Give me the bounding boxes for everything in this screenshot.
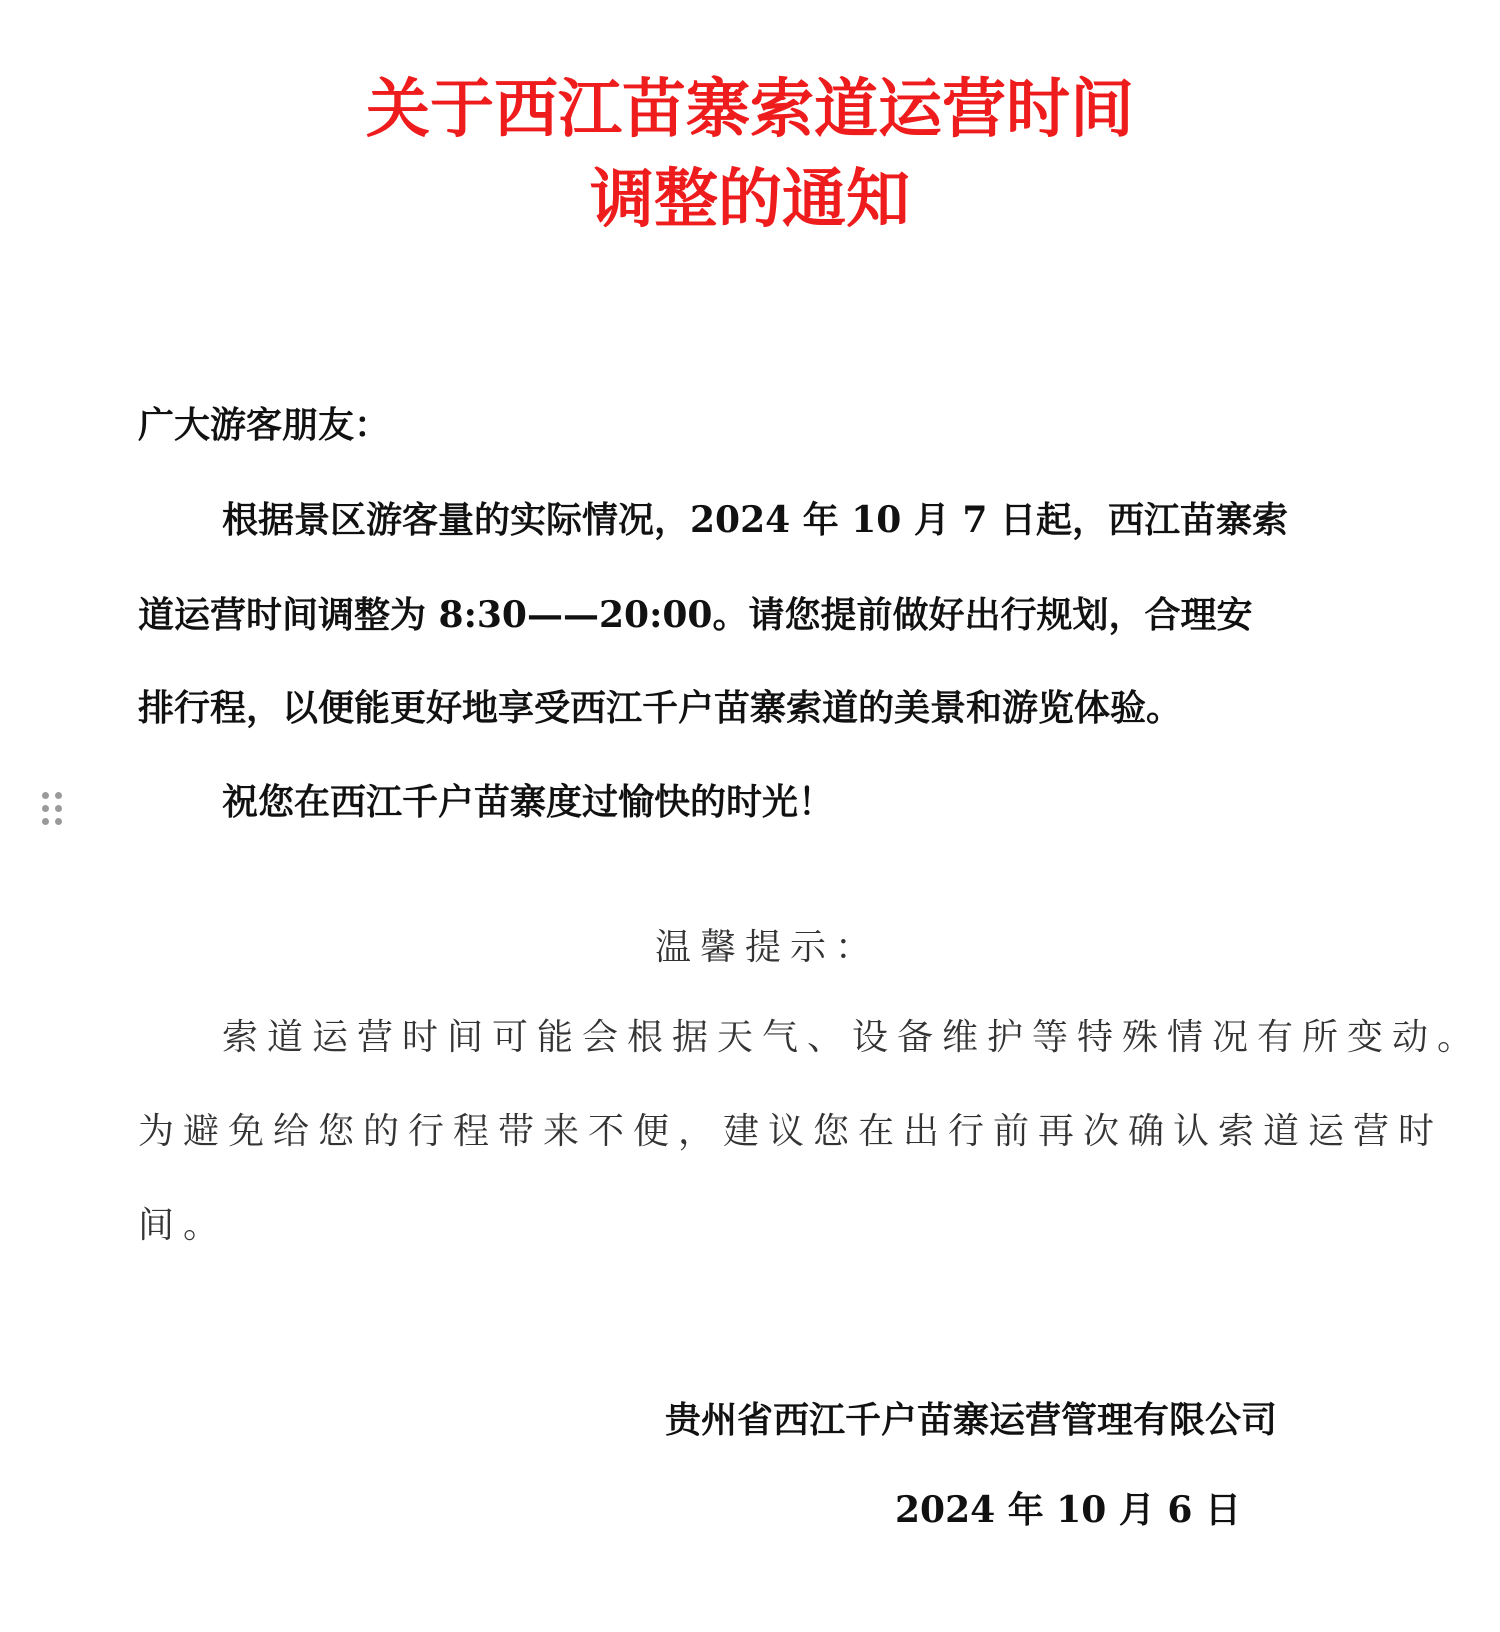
notice-title-line-2: 调整的通知 bbox=[590, 162, 910, 237]
tips-line-2: 为避免给您的行程带来不便，建议您在出行前再次确认索道运营时 bbox=[138, 1111, 1444, 1152]
wish-line: 祝您在西江千户苗寨度过愉快的时光！ bbox=[222, 781, 835, 823]
drag-handle-icon[interactable] bbox=[40, 790, 66, 830]
signature-date: 2024 年 10 月 6 日 bbox=[895, 1489, 1242, 1531]
body-line-2: 道运营时间调整为 8:30——20:00。请您提前做好出行规划，合理安 bbox=[138, 594, 1253, 636]
tips-line-1: 索道运营时间可能会根据天气、设备维护等特殊情况有所变动。 bbox=[222, 1017, 1483, 1058]
notice-title-line-1: 关于西江苗寨索道运营时间 bbox=[366, 72, 1134, 147]
body-line-3: 排行程，以便能更好地享受西江千户苗寨索道的美景和游览体验。 bbox=[138, 687, 1183, 729]
body-line-1: 根据景区游客量的实际情况，2024 年 10 月 7 日起，西江苗寨索 bbox=[222, 499, 1289, 541]
greeting: 广大游客朋友： bbox=[138, 404, 391, 446]
tips-line-3: 间。 bbox=[138, 1205, 229, 1246]
signature-company: 贵州省西江千户苗寨运营管理有限公司 bbox=[665, 1399, 1278, 1441]
tips-heading: 温馨提示： bbox=[655, 927, 881, 968]
